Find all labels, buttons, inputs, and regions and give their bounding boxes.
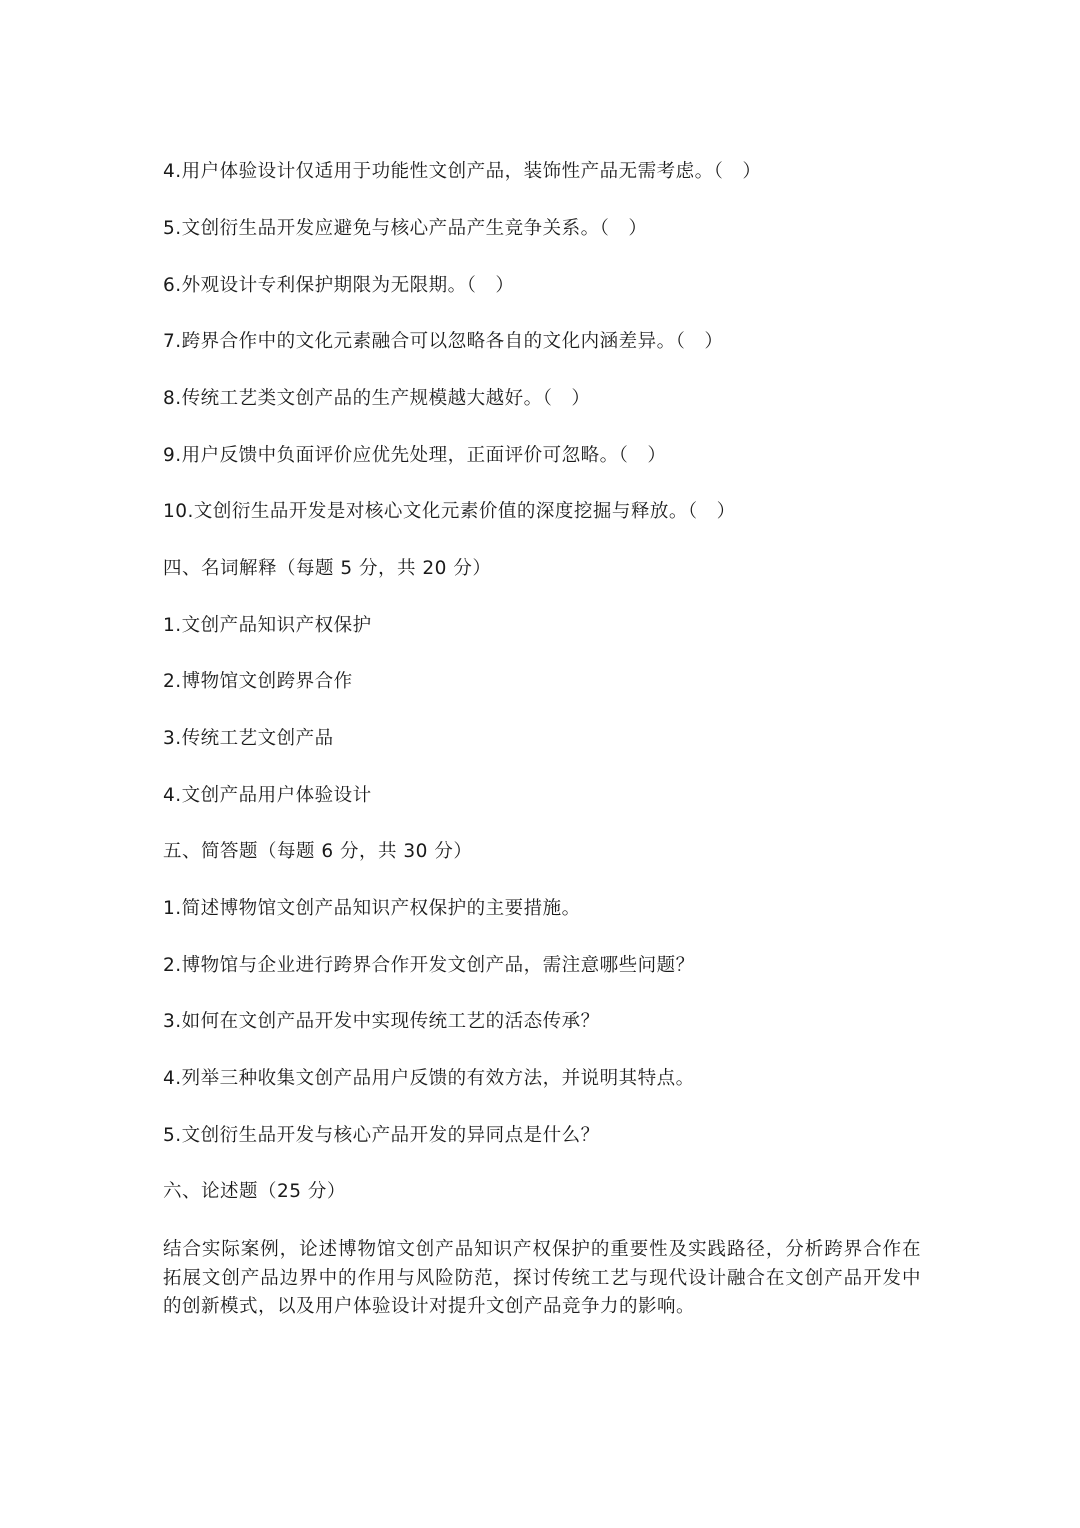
judgement-item: 5.文创衍生品开发应避免与核心产品产生竞争关系。（ ）	[163, 218, 648, 239]
judgement-item: 4.用户体验设计仅适用于功能性文创产品，装饰性产品无需考虑。（ ）	[163, 161, 762, 182]
section-heading-essay: 六、论述题（25 分）	[163, 1181, 346, 1202]
judgement-item: 8.传统工艺类文创产品的生产规模越大越好。（ ）	[163, 388, 591, 409]
term-item: 4.文创产品用户体验设计	[163, 785, 372, 806]
judgement-item: 9.用户反馈中负面评价应优先处理，正面评价可忽略。（ ）	[163, 445, 667, 466]
short-answer-item: 3.如何在文创产品开发中实现传统工艺的活态传承？	[163, 1011, 600, 1032]
section-heading-short-answer: 五、简答题（每题 6 分，共 30 分）	[163, 841, 473, 862]
judgement-item: 10.文创衍生品开发是对核心文化元素价值的深度挖掘与释放。（ ）	[163, 501, 736, 522]
section-heading-terms: 四、名词解释（每题 5 分，共 20 分）	[163, 558, 492, 579]
essay-question: 结合实际案例，论述博物馆文创产品知识产权保护的重要性及实践路径，分析跨界合作在拓展文创产品边界中的作用与风险防范，探讨传统工艺与现代设计融合在文创产品开发中的创新模式，以及用户体验设计对提升文创产品竞争力的影响。	[163, 1239, 921, 1317]
term-item: 3.传统工艺文创产品	[163, 728, 334, 749]
short-answer-item: 4.列举三种收集文创产品用户反馈的有效方法，并说明其特点。	[163, 1068, 695, 1089]
judgement-item: 6.外观设计专利保护期限为无限期。（ ）	[163, 275, 515, 296]
term-item: 2.博物馆文创跨界合作	[163, 671, 353, 692]
term-item: 1.文创产品知识产权保护	[163, 615, 372, 636]
short-answer-item: 5.文创衍生品开发与核心产品开发的异同点是什么？	[163, 1125, 600, 1146]
judgement-item: 7.跨界合作中的文化元素融合可以忽略各自的文化内涵差异。（ ）	[163, 331, 724, 352]
short-answer-item: 2.博物馆与企业进行跨界合作开发文创产品，需注意哪些问题？	[163, 955, 695, 976]
short-answer-item: 1.简述博物馆文创产品知识产权保护的主要措施。	[163, 898, 581, 919]
